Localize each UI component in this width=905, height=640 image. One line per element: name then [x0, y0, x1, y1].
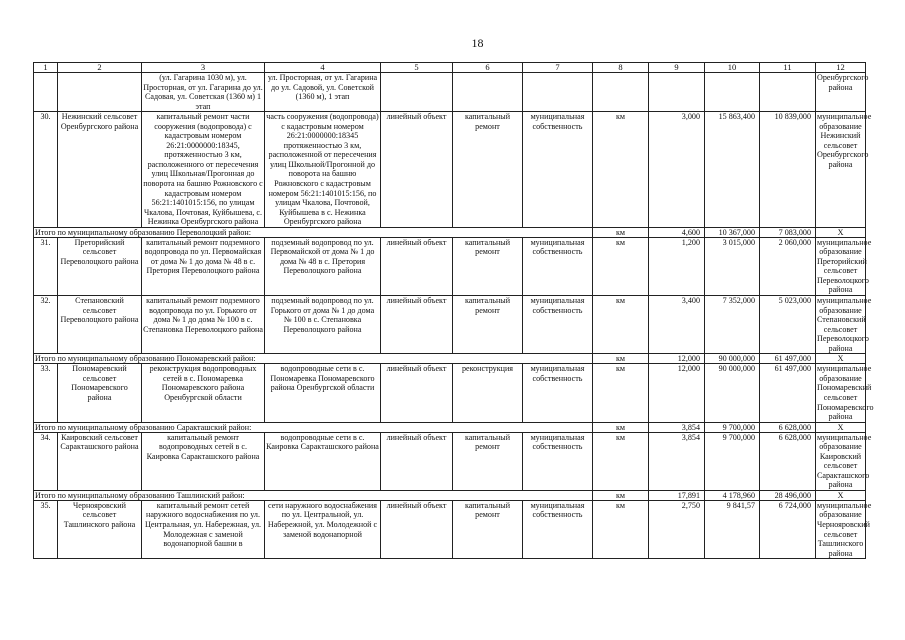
table-row [34, 500, 866, 558]
column-number: 3 [142, 63, 265, 73]
subtotal-row [34, 227, 866, 237]
table-cell: 33. [34, 364, 58, 422]
table-cell: муниципальная собственность [523, 500, 593, 558]
table-cell: 10 839,000 [760, 112, 816, 228]
table-cell: 3,854 [649, 432, 705, 490]
table-row [34, 112, 866, 228]
table-cell [381, 73, 453, 112]
table-cell: 61 497,000 [760, 364, 816, 422]
subtotal-unit: км [593, 422, 649, 432]
table-cell [593, 73, 649, 112]
table-cell: линейный объект [381, 296, 453, 354]
table-cell: линейный объект [381, 432, 453, 490]
table-cell: 6 628,000 [760, 432, 816, 490]
subtotal-row [34, 422, 866, 432]
column-number: 1 [34, 63, 58, 73]
subtotal-mark: X [816, 354, 866, 364]
table-cell: км [593, 296, 649, 354]
table-cell: 6 724,000 [760, 500, 816, 558]
column-number: 10 [705, 63, 760, 73]
table-cell [34, 73, 58, 112]
subtotal-row [34, 490, 866, 500]
table-cell: 7 352,000 [705, 296, 760, 354]
table-cell: км [593, 112, 649, 228]
table-cell: Пономаревский сельсовет Пономаревского района [58, 364, 142, 422]
table-cell: часть сооружения (водопровода) с кадастровым номером 26:21:0000000:18345 протяженностью 3 км, расположенной от пересечения улиц Школьной/Прогонной до поворота на башню Рожновского с кадастровым номером 56:21:1401015:156, по улицам Чкалова, Почтовой, Куйбышева в с. Нежинка Оренбургского района [266, 112, 379, 227]
column-number: 7 [523, 63, 593, 73]
column-number: 12 [816, 63, 866, 73]
subtotal-label: Итого по муниципальному образованию Ташлинский район: [34, 490, 593, 500]
column-number: 2 [58, 63, 142, 73]
table-cell: капитальный ремонт водопроводных сетей в с. Каировка Саракташского района [142, 432, 265, 490]
subtotal-unit: км [593, 354, 649, 364]
table-cell: Нежинский сельсовет Оренбургского района [58, 112, 142, 228]
subtotal-cost: 10 367,000 [705, 227, 760, 237]
table-cell [453, 73, 523, 112]
table-cell: капитальный ремонт сетей наружного водоснабжения по ул. Центральная, ул. Набережная, ул. Молодежная с заменой водонапорной башни в [142, 500, 265, 558]
table-cell: муниципальное образование Преторийский сельсовет Переволоцкого района [817, 237, 872, 295]
subtotal-funding: 7 083,000 [760, 227, 816, 237]
table-cell: 31. [34, 237, 58, 295]
table-cell: реконструкция [453, 364, 523, 422]
table-cell: 30. [34, 112, 58, 228]
subtotal-unit: км [593, 490, 649, 500]
table-row [34, 73, 866, 112]
table-cell: Преторийский сельсовет Переволоцкого района [58, 237, 142, 295]
subtotal-cost: 4 178,960 [705, 490, 760, 500]
subtotal-mark: X [816, 490, 866, 500]
table-cell: 2,750 [649, 500, 705, 558]
table-cell: капитальный ремонт [453, 296, 523, 354]
subtotal-length: 4,600 [649, 227, 705, 237]
subtotal-length: 3,854 [649, 422, 705, 432]
table-cell: км [593, 432, 649, 490]
column-number: 8 [593, 63, 649, 73]
subtotal-funding: 28 496,000 [760, 490, 816, 500]
table-cell: подземный водопровод по ул. Горького от дома № 1 до дома № 100 в с. Степановка Переволоцкого района [265, 296, 381, 354]
table-row [34, 296, 866, 354]
subtotal-cost: 90 000,000 [705, 354, 760, 364]
column-number: 6 [453, 63, 523, 73]
table-cell: линейный объект [381, 237, 453, 295]
table-cell: муниципальное образование Чернояровский сельсовет Ташлинского района [817, 500, 872, 558]
table-cell: муниципальная собственность [523, 112, 593, 228]
subtotal-mark: X [816, 227, 866, 237]
table-cell: муниципальная собственность [523, 432, 593, 490]
table-cell: 2 060,000 [760, 237, 816, 295]
data-table [33, 62, 874, 559]
table-cell: капитальный ремонт [453, 237, 523, 295]
table-cell: 90 000,000 [705, 364, 760, 422]
table-cell: водопроводные сети в с. Пономаревка Пономаревского района Оренбургской области [265, 364, 381, 422]
table-cell: 35. [34, 500, 58, 558]
table-cell [705, 73, 760, 112]
column-number: 4 [265, 63, 381, 73]
table-cell: 34. [34, 432, 58, 490]
table-cell: капитальный ремонт [453, 112, 523, 228]
table-cell: Степановский сельсовет Переволоцкого района [58, 296, 142, 354]
table-cell: муниципальное образование Каировский сельсовет Саракташского района [817, 432, 872, 490]
table-cell: 12,000 [649, 364, 705, 422]
table-cell: 32. [34, 296, 58, 354]
subtotal-funding: 6 628,000 [760, 422, 816, 432]
table-cell [58, 73, 142, 112]
table-cell: 5 023,000 [760, 296, 816, 354]
page-number: 18 [471, 36, 484, 50]
table-cell: линейный объект [381, 112, 453, 228]
table-cell [649, 73, 705, 112]
subtotal-funding: 61 497,000 [760, 354, 816, 364]
table-cell: муниципальная собственность [523, 364, 593, 422]
table-cell: водопроводные сети в с. Каировка Саракташского района [265, 432, 381, 490]
table-cell: муниципальное образование Пономаревский сельсовет Пономаревского района [817, 364, 874, 422]
table-row [34, 364, 866, 422]
subtotal-cost: 9 700,000 [705, 422, 760, 432]
table-cell: муниципальная собственность [523, 296, 593, 354]
table-cell: (ул. Гагарина 1030 м), ул. Просторная, от ул. Гагарина до ул. Садовая, ул. Советская (1360 м) 1 этап [143, 73, 263, 111]
column-number: 9 [649, 63, 705, 73]
table-cell: капитальный ремонт части сооружения (водопровода) с кадастровым номером 26:21:0000000:18345, протяженностью 3 км, расположенного от пересечения улиц Школьная/Прогонная до поворота на башню Рожновского с кадастровым номером 56:21:1401015:156, по улицам Чкалова, Почтовая, Куйбышева, с. Нежинка Оренбургского района [143, 112, 263, 227]
table-cell: Каировский сельсовет Саракташского района [58, 432, 142, 490]
table-cell: ул. Просторная, от ул. Гагарина до ул. Садовой, ул. Советской (1360 м), 1 этап [265, 73, 381, 112]
table-cell: Оренбургского района [816, 73, 866, 112]
table-cell: линейный объект [381, 364, 453, 422]
table-row [34, 237, 866, 295]
table-cell [523, 73, 593, 112]
table-cell: 3,000 [649, 112, 705, 228]
subtotal-mark: X [816, 422, 866, 432]
table-cell: 9 841,57 [705, 500, 760, 558]
table-cell: Чернояровский сельсовет Ташлинского района [58, 500, 142, 558]
subtotal-label: Итого по муниципальному образованию Саракташский район: [34, 422, 593, 432]
table-cell: линейный объект [381, 500, 453, 558]
table-cell: 1,200 [649, 237, 705, 295]
table-cell: реконструкция водопроводных сетей в с. Пономаревка Пономаревского района Оренбургской области [142, 364, 265, 422]
table-cell [760, 73, 816, 112]
column-number: 11 [760, 63, 816, 73]
subtotal-label: Итого по муниципальному образованию Пономаревский район: [34, 354, 593, 364]
header-row [34, 63, 866, 73]
table-cell: сети наружного водоснабжения по ул. Центральной, ул. Набережной, ул. Молодежной с заменой водонапорной [265, 500, 381, 558]
table-cell: км [593, 364, 649, 422]
table-cell: муниципальное образование Степановский сельсовет Переволоцкого района [817, 296, 872, 353]
subtotal-length: 17,891 [649, 490, 705, 500]
table-cell: 3,400 [649, 296, 705, 354]
table-cell: капитальный ремонт [453, 500, 523, 558]
table-cell: капитальный ремонт подземного водопровода по ул. Первомайская от дома № 1 до дома № 48 в с. Претория Переволоцкого района [142, 237, 265, 295]
subtotal-length: 12,000 [649, 354, 705, 364]
column-number: 5 [381, 63, 453, 73]
subtotal-unit: км [593, 227, 649, 237]
table-cell: 3 015,000 [705, 237, 760, 295]
table-cell: муниципальное образование Нежинский сельсовет Оренбургского района [816, 112, 866, 228]
table-cell: 9 700,000 [705, 432, 760, 490]
table-cell: км [593, 500, 649, 558]
table-cell: км [593, 237, 649, 295]
subtotal-label: Итого по муниципальному образованию Переволоцкий район: [34, 227, 593, 237]
table-row [34, 432, 866, 490]
table-cell: капитальный ремонт [453, 432, 523, 490]
subtotal-row [34, 354, 866, 364]
table-cell: 15 863,400 [705, 112, 760, 228]
table-cell: капитальный ремонт подземного водопровода по ул. Горького от дома № 1 до дома № 100 в с. Степановка Переволоцкого района [142, 296, 265, 354]
table-cell: муниципальная собственность [523, 237, 593, 295]
table-cell: подземный водопровод по ул. Первомайской от дома № 1 до дома № 48 в с. Претория Переволоцкого района [265, 237, 381, 295]
